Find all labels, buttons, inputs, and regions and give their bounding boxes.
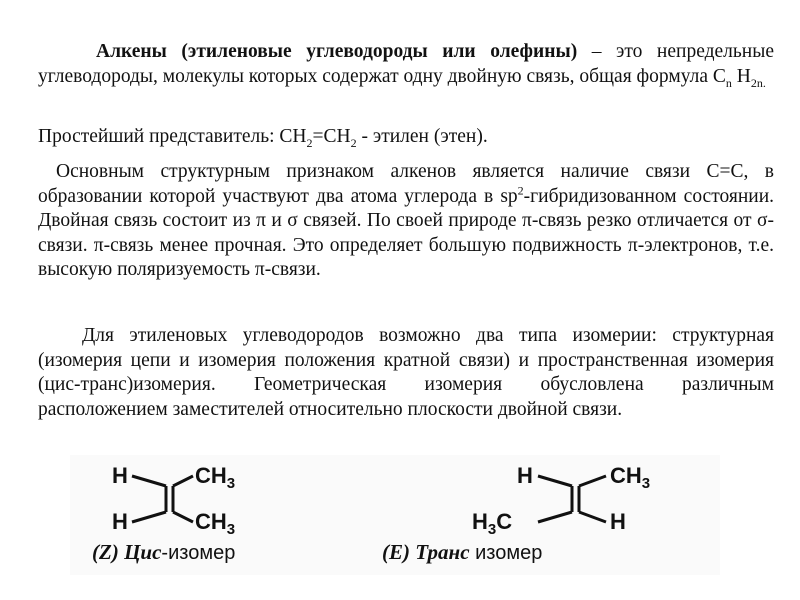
trans-caption: (E) Транс изомер: [382, 540, 543, 564]
trans-bottom-left-group: $H_3C$: [472, 509, 513, 538]
isomerism-text: Для этиленовых углеводородов возможно два типа изомерии: структурная (изомерия цепи и изомерия положения кратной связи) и пространственная изомерия (цис-транс)изомерия. Геометрическая изомерия обусловлена различным расположением заместителей относительно плоскости двойной связи.: [38, 325, 774, 420]
trans-bonds: [538, 476, 606, 522]
cis-isomer-structure: [112, 463, 235, 538]
definition-text: – это непредельные углеводороды, молекулы которых содержат одну двойную связь, общая формула C: [38, 41, 774, 87]
formula-sub-n: n: [725, 75, 732, 90]
cis-top-right-group: $CH_3$: [195, 463, 236, 492]
isomer-structures-svg: [70, 455, 720, 575]
cis-bonds: [132, 476, 193, 522]
trans-top-left-atom: H: [517, 463, 533, 488]
isomerism-paragraph: [38, 324, 774, 422]
isomer-structures-figure: [70, 455, 720, 575]
sp2-superscript: 2: [517, 183, 524, 197]
cis-bottom-right-group: $CH_3$: [195, 509, 236, 538]
ch2-sub-1: 2: [306, 135, 313, 150]
cis-top-left-atom: H: [112, 463, 128, 488]
alkenes-definition-paragraph: [38, 40, 774, 89]
representative-text-3: - этилен (этен).: [356, 126, 488, 147]
representative-text-2: =CH: [312, 126, 351, 147]
representative-text: Простейший представитель: CH: [38, 126, 307, 147]
structural-feature-paragraph: [38, 160, 774, 283]
formula-sub-2n: 2n.: [750, 75, 766, 90]
ch2-sub-2: 2: [350, 135, 357, 150]
simplest-representative-paragraph: [38, 125, 774, 150]
cis-caption: (Z) Цис-изомер: [92, 540, 236, 564]
trans-top-right-group: $CH_3$: [610, 463, 651, 492]
alkenes-term: Алкены (этиленовые углеводороды или олефины): [96, 41, 578, 62]
cis-bottom-left-atom: H: [112, 509, 128, 534]
trans-bottom-right-atom: H: [610, 509, 626, 534]
trans-isomer-structure: [472, 463, 650, 538]
structural-text: Основным структурным признаком алкенов является наличие связи C=C, в образовании которой участвуют два атома углерода в sp: [38, 161, 774, 207]
formula-text: H: [731, 65, 751, 87]
structural-text-2: -гибридизованном состоянии. Двойная связь состоит из π и σ связей. По своей природе π-связь резко отличается от σ-связи. π-связь менее прочная. Это определяет большую подвижность π-электронов, т.е. высокую поляризуемость π-связи.: [38, 185, 775, 280]
